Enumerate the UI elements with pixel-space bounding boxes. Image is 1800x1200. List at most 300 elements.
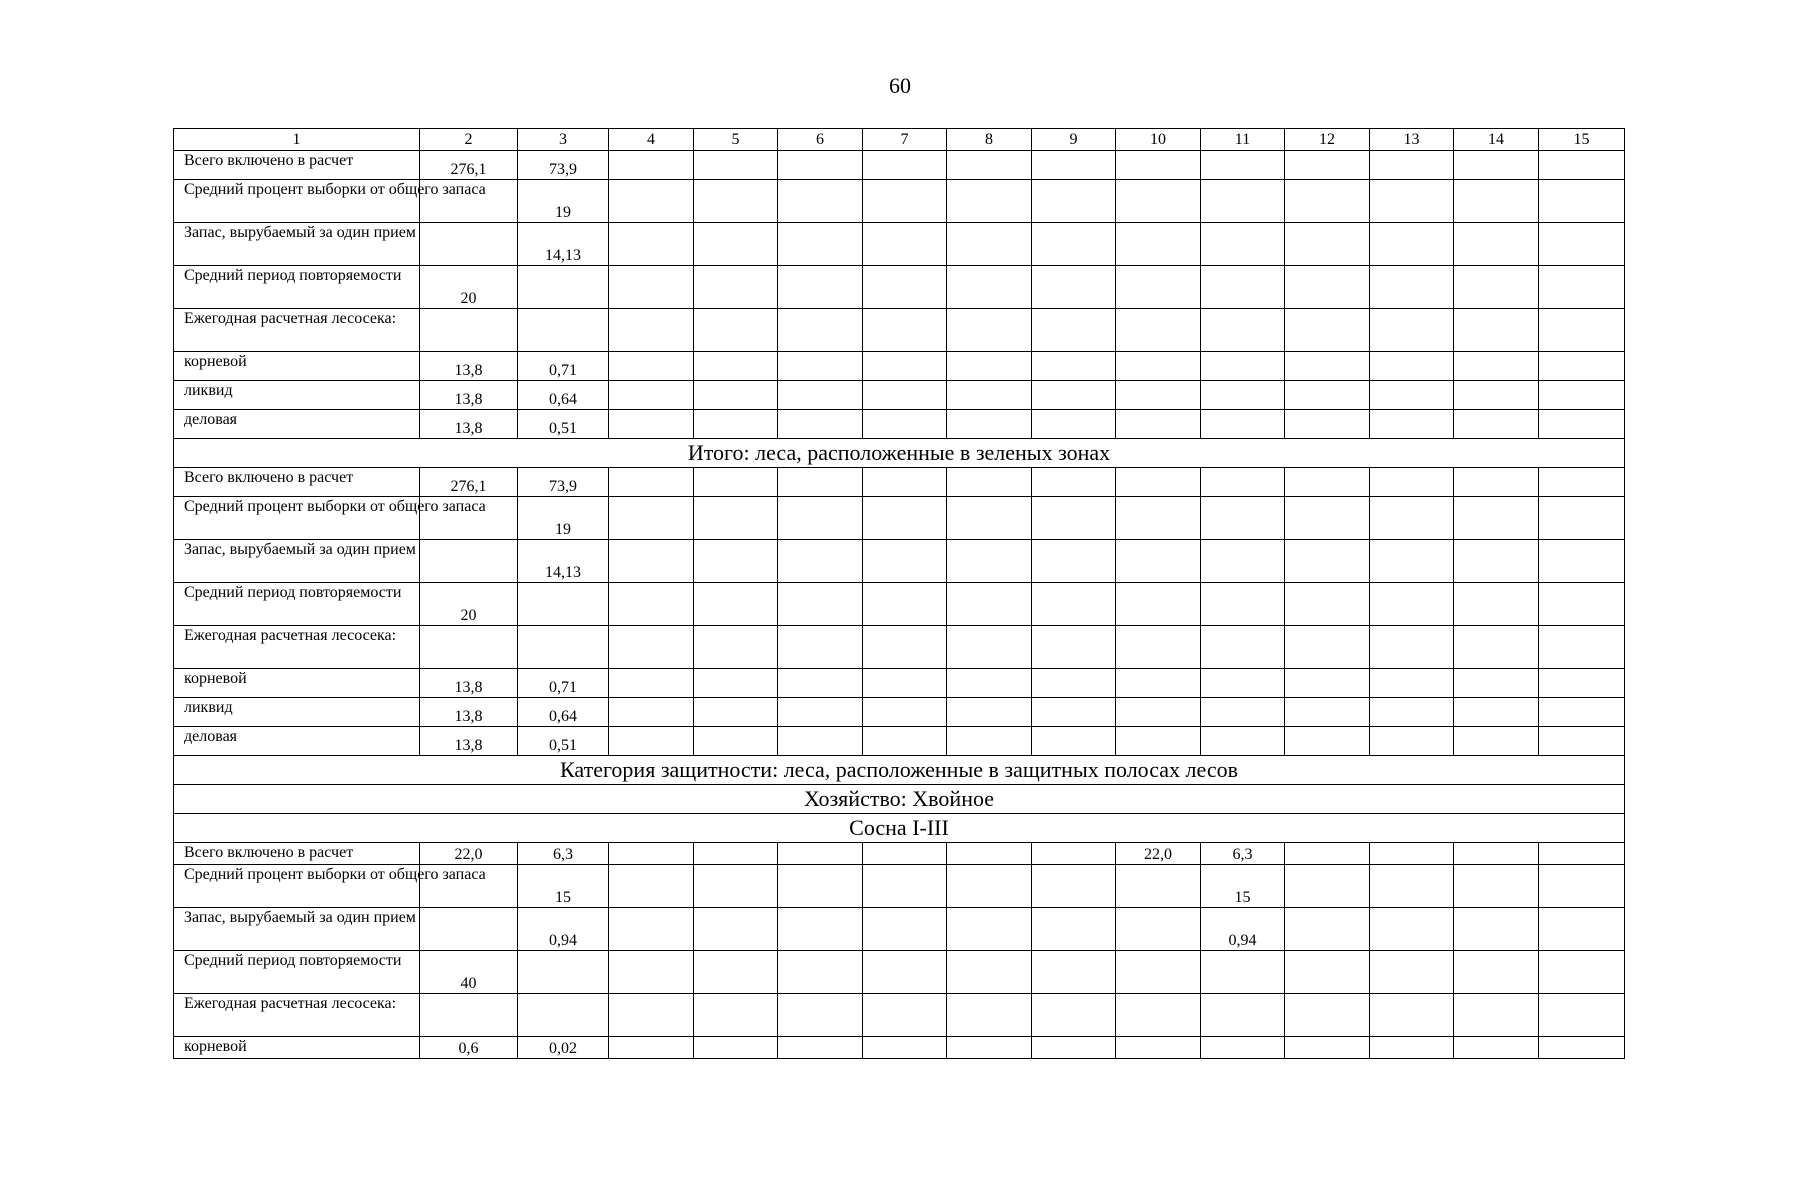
table-cell [1201, 497, 1285, 540]
table-cell [420, 223, 518, 266]
table-cell [609, 223, 694, 266]
table-row [174, 180, 1625, 223]
page-number: 60 [889, 73, 911, 98]
table-cell [1285, 669, 1370, 698]
table-cell [1201, 626, 1285, 669]
table-cell [1539, 698, 1625, 727]
table-cell [1539, 583, 1625, 626]
table-cell [1201, 669, 1285, 698]
table-cell [1539, 994, 1625, 1037]
row-label: Средний период повторяемости [174, 951, 420, 994]
table-cell [1370, 151, 1454, 180]
table-cell [1370, 727, 1454, 756]
table-cell [694, 843, 778, 865]
table-cell [1370, 669, 1454, 698]
table-cell [1285, 583, 1370, 626]
row-label: Ежегодная расчетная лесосека: [174, 626, 420, 669]
table-cell [1539, 309, 1625, 352]
section-heading-row [174, 756, 1625, 785]
table-cell [1032, 497, 1116, 540]
table-cell [778, 1037, 863, 1059]
table-cell [694, 352, 778, 381]
table-cell [1454, 698, 1539, 727]
table-cell [1116, 309, 1201, 352]
table-cell [1454, 951, 1539, 994]
table-cell: 13,8 [420, 727, 518, 756]
table-cell [1116, 994, 1201, 1037]
table-cell [1454, 626, 1539, 669]
table-cell [420, 309, 518, 352]
table-cell [778, 266, 863, 309]
table-cell [694, 223, 778, 266]
table-cell [1539, 540, 1625, 583]
column-number: 7 [863, 129, 947, 151]
table-cell [609, 994, 694, 1037]
table-cell: 13,8 [420, 669, 518, 698]
table-cell [1116, 626, 1201, 669]
table-cell: 20 [420, 583, 518, 626]
table-row [174, 843, 1625, 865]
table-cell [1370, 352, 1454, 381]
table-cell [1370, 540, 1454, 583]
table-cell [1285, 266, 1370, 309]
table-cell [1032, 994, 1116, 1037]
table-cell [863, 951, 947, 994]
table-cell [609, 1037, 694, 1059]
table-cell [1539, 1037, 1625, 1059]
table-cell [1539, 180, 1625, 223]
table-cell [1116, 908, 1201, 951]
table-cell [1539, 626, 1625, 669]
table-cell [778, 583, 863, 626]
table-row [174, 497, 1625, 540]
table-cell [609, 908, 694, 951]
table-cell [863, 381, 947, 410]
table-row [174, 352, 1625, 381]
table-row [174, 994, 1625, 1037]
table-cell [1201, 180, 1285, 223]
table-cell [778, 626, 863, 669]
table-cell: 6,3 [1201, 843, 1285, 865]
table-cell [778, 381, 863, 410]
table-cell [694, 951, 778, 994]
table-cell [1454, 266, 1539, 309]
table-cell [1116, 223, 1201, 266]
table-cell [1454, 583, 1539, 626]
table-row [174, 151, 1625, 180]
table-cell [1032, 266, 1116, 309]
table-cell [694, 180, 778, 223]
table-cell [1032, 151, 1116, 180]
table-cell: 0,51 [518, 410, 609, 439]
table-cell [694, 540, 778, 583]
table-cell [1370, 180, 1454, 223]
table-cell [778, 151, 863, 180]
table-cell [694, 266, 778, 309]
table-cell: 0,51 [518, 727, 609, 756]
column-number: 4 [609, 129, 694, 151]
table-row [174, 540, 1625, 583]
table-cell [609, 352, 694, 381]
table-row [174, 223, 1625, 266]
table-cell [1370, 583, 1454, 626]
table-cell [1454, 497, 1539, 540]
table-cell [1539, 865, 1625, 908]
table-row [174, 698, 1625, 727]
table-cell: 40 [420, 951, 518, 994]
table-body [174, 129, 1625, 1059]
table-cell [863, 727, 947, 756]
table-cell [778, 540, 863, 583]
table-cell: 73,9 [518, 151, 609, 180]
table-cell [1116, 951, 1201, 994]
table-cell [1285, 994, 1370, 1037]
table-cell [863, 352, 947, 381]
table-cell [609, 698, 694, 727]
table-cell [1454, 410, 1539, 439]
table-cell [863, 180, 947, 223]
table-cell [1285, 626, 1370, 669]
table-cell [1032, 669, 1116, 698]
row-label: Ежегодная расчетная лесосека: [174, 994, 420, 1037]
table-cell [518, 309, 609, 352]
table-cell [947, 497, 1032, 540]
table-cell [1370, 468, 1454, 497]
row-label: Средний период повторяемости [174, 583, 420, 626]
table-cell [1201, 381, 1285, 410]
table-cell [947, 1037, 1032, 1059]
table-cell [947, 223, 1032, 266]
table-cell [1454, 180, 1539, 223]
row-label: ликвид [174, 698, 420, 727]
table-cell [1201, 352, 1285, 381]
table-cell [1454, 908, 1539, 951]
table-cell [1370, 698, 1454, 727]
table-cell [420, 908, 518, 951]
table-cell [863, 151, 947, 180]
table-cell [1116, 352, 1201, 381]
table-cell [518, 951, 609, 994]
table-cell [947, 468, 1032, 497]
table-cell [1454, 468, 1539, 497]
table-cell: 13,8 [420, 352, 518, 381]
table-cell [1116, 727, 1201, 756]
table-cell [1032, 908, 1116, 951]
row-label: Ежегодная расчетная лесосека: [174, 309, 420, 352]
table-cell [420, 540, 518, 583]
table-cell [947, 583, 1032, 626]
table-cell [1285, 908, 1370, 951]
table-cell [1539, 266, 1625, 309]
table-cell [1116, 1037, 1201, 1059]
table-cell [1116, 381, 1201, 410]
table-cell [1032, 626, 1116, 669]
table-cell [1370, 309, 1454, 352]
table-cell [694, 309, 778, 352]
table-cell: 0,64 [518, 381, 609, 410]
column-number: 12 [1285, 129, 1370, 151]
row-label: Средний процент выборки от общего запаса [174, 180, 420, 223]
table-cell [1539, 410, 1625, 439]
table-cell [1454, 727, 1539, 756]
table-cell [778, 698, 863, 727]
table-cell [1201, 583, 1285, 626]
table-row [174, 727, 1625, 756]
column-number: 6 [778, 129, 863, 151]
table-cell: 19 [518, 180, 609, 223]
table-cell [518, 994, 609, 1037]
table-cell [1454, 1037, 1539, 1059]
row-label: корневой [174, 352, 420, 381]
table-cell [778, 865, 863, 908]
table-cell [1032, 865, 1116, 908]
table-row [174, 908, 1625, 951]
table-cell: 0,71 [518, 669, 609, 698]
table-cell [1285, 698, 1370, 727]
table-cell [1454, 843, 1539, 865]
table-cell [609, 309, 694, 352]
table-cell [609, 180, 694, 223]
section-heading: Хозяйство: Хвойное [174, 785, 1625, 814]
table-cell [609, 843, 694, 865]
column-number: 2 [420, 129, 518, 151]
table-cell: 0,94 [518, 908, 609, 951]
table-row [174, 583, 1625, 626]
table-row [174, 309, 1625, 352]
table-cell [1539, 843, 1625, 865]
table-cell [778, 180, 863, 223]
table-cell [1285, 951, 1370, 994]
table-cell [863, 626, 947, 669]
table-cell [694, 410, 778, 439]
table-cell [1285, 151, 1370, 180]
table-cell [1201, 468, 1285, 497]
table-cell [1454, 540, 1539, 583]
table-cell: 0,71 [518, 352, 609, 381]
forest-calculation-table [173, 128, 1625, 1059]
table-cell [863, 908, 947, 951]
table-cell [863, 540, 947, 583]
table-cell: 19 [518, 497, 609, 540]
table-cell [1285, 468, 1370, 497]
table-cell [694, 908, 778, 951]
row-label: Запас, вырубаемый за один прием [174, 540, 420, 583]
table-cell [1370, 951, 1454, 994]
table-cell [1370, 497, 1454, 540]
row-label: корневой [174, 1037, 420, 1059]
table-cell [947, 727, 1032, 756]
column-number: 9 [1032, 129, 1116, 151]
table-cell [1539, 497, 1625, 540]
column-number: 11 [1201, 129, 1285, 151]
column-number: 3 [518, 129, 609, 151]
table-cell [1539, 908, 1625, 951]
table-cell [694, 1037, 778, 1059]
table-cell [1539, 727, 1625, 756]
table-cell [778, 669, 863, 698]
table-cell [778, 468, 863, 497]
table-cell [1201, 223, 1285, 266]
table-cell [1539, 669, 1625, 698]
table-cell: 13,8 [420, 410, 518, 439]
table-cell [1201, 540, 1285, 583]
table-cell [1116, 669, 1201, 698]
table-cell [778, 908, 863, 951]
table-cell [1116, 468, 1201, 497]
table-cell: 0,94 [1201, 908, 1285, 951]
table-cell [778, 727, 863, 756]
table-cell [1285, 727, 1370, 756]
column-number: 10 [1116, 129, 1201, 151]
table-cell [518, 626, 609, 669]
table-cell [947, 352, 1032, 381]
table-cell [1285, 223, 1370, 266]
table-cell [947, 843, 1032, 865]
table-row [174, 1037, 1625, 1059]
table-cell [609, 410, 694, 439]
table-cell [1201, 410, 1285, 439]
table-cell [1370, 381, 1454, 410]
row-label: ликвид [174, 381, 420, 410]
row-label: Средний период повторяемости [174, 266, 420, 309]
row-label: Средний процент выборки от общего запаса [174, 865, 420, 908]
table-cell [1539, 468, 1625, 497]
table-cell [1116, 180, 1201, 223]
table-row [174, 626, 1625, 669]
column-number: 14 [1454, 129, 1539, 151]
table-cell [1032, 540, 1116, 583]
table-row [174, 865, 1625, 908]
table-cell [1370, 843, 1454, 865]
table-cell [1454, 865, 1539, 908]
table-cell [1201, 727, 1285, 756]
table-cell: 22,0 [420, 843, 518, 865]
table-cell [947, 266, 1032, 309]
table-cell [1032, 843, 1116, 865]
table-cell [947, 151, 1032, 180]
table-cell [947, 410, 1032, 439]
table-cell [694, 698, 778, 727]
table-cell [1032, 309, 1116, 352]
table-cell: 6,3 [518, 843, 609, 865]
table-cell [778, 410, 863, 439]
table-cell [863, 497, 947, 540]
table-cell: 276,1 [420, 468, 518, 497]
section-heading-row [174, 785, 1625, 814]
row-label: деловая [174, 727, 420, 756]
table-cell [1285, 381, 1370, 410]
table-cell [609, 468, 694, 497]
table-cell [778, 843, 863, 865]
table-cell [863, 223, 947, 266]
table-cell [1201, 994, 1285, 1037]
table-cell [518, 266, 609, 309]
column-number: 8 [947, 129, 1032, 151]
table-cell [947, 540, 1032, 583]
table-cell [947, 381, 1032, 410]
table-cell [1116, 410, 1201, 439]
table-row [174, 266, 1625, 309]
column-number: 13 [1370, 129, 1454, 151]
table-cell [1116, 865, 1201, 908]
table-cell [1370, 266, 1454, 309]
table-cell [1454, 352, 1539, 381]
table-cell [1032, 951, 1116, 994]
table-cell [609, 540, 694, 583]
table-cell: 0,6 [420, 1037, 518, 1059]
table-cell [1032, 1037, 1116, 1059]
table-cell [947, 865, 1032, 908]
table-cell [609, 626, 694, 669]
table-cell: 14,13 [518, 540, 609, 583]
table-cell [1454, 381, 1539, 410]
table-cell [1116, 497, 1201, 540]
table-cell [1201, 951, 1285, 994]
table-cell [1032, 698, 1116, 727]
table-cell [694, 669, 778, 698]
row-label: Всего включено в расчет [174, 151, 420, 180]
section-heading-row [174, 814, 1625, 843]
table-cell [518, 583, 609, 626]
table-row [174, 951, 1625, 994]
table-cell [1116, 583, 1201, 626]
table-cell [1032, 583, 1116, 626]
table-cell [1285, 865, 1370, 908]
table-cell [694, 583, 778, 626]
table-cell [1370, 865, 1454, 908]
table-cell [609, 497, 694, 540]
table-cell [420, 994, 518, 1037]
column-number-row [174, 129, 1625, 151]
table-cell [1539, 223, 1625, 266]
table-row [174, 468, 1625, 497]
table-cell: 15 [518, 865, 609, 908]
table-cell: 13,8 [420, 381, 518, 410]
table-cell [1201, 698, 1285, 727]
section-heading: Категория защитности: леса, расположенные в защитных полосах лесов [174, 756, 1625, 785]
table-cell [609, 865, 694, 908]
table-row [174, 381, 1625, 410]
table-cell [863, 468, 947, 497]
table-cell [1454, 669, 1539, 698]
table-cell [694, 626, 778, 669]
table-cell [420, 626, 518, 669]
table-cell [609, 583, 694, 626]
table-cell [1285, 180, 1370, 223]
table-cell [609, 669, 694, 698]
table-cell: 14,13 [518, 223, 609, 266]
table-cell [863, 1037, 947, 1059]
table-cell [1032, 223, 1116, 266]
table-cell [1032, 410, 1116, 439]
table-cell [1454, 994, 1539, 1037]
table-cell [694, 497, 778, 540]
table-cell [609, 951, 694, 994]
column-number: 5 [694, 129, 778, 151]
table-cell [778, 309, 863, 352]
table-cell: 15 [1201, 865, 1285, 908]
row-label: корневой [174, 669, 420, 698]
table-cell [1285, 410, 1370, 439]
table-cell [1539, 151, 1625, 180]
table-cell: 22,0 [1116, 843, 1201, 865]
table-cell [694, 727, 778, 756]
table-cell [863, 583, 947, 626]
table-cell [863, 698, 947, 727]
table-cell [694, 865, 778, 908]
table-cell [1032, 180, 1116, 223]
table-cell [1285, 309, 1370, 352]
